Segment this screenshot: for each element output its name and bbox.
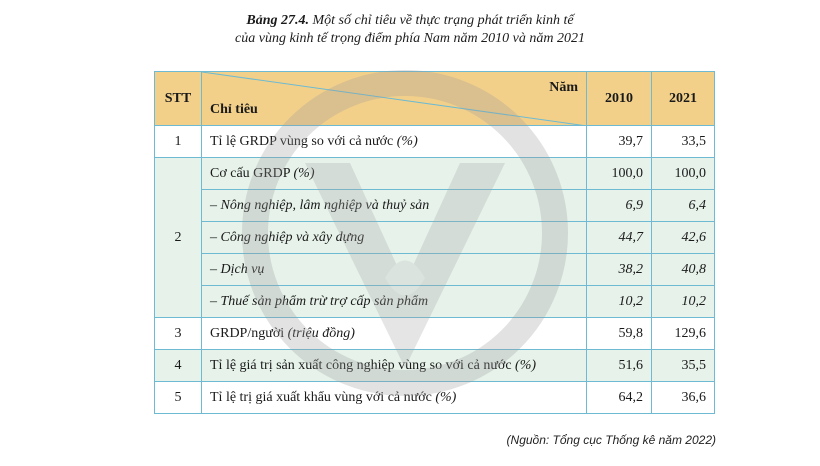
table-title: Một số chỉ tiêu về thực trạng phát triển kinh tế — [312, 13, 574, 28]
row-value-2021: 33,5 — [652, 126, 715, 158]
row-value-2010: 10,2 — [587, 286, 652, 318]
row-label: – Dịch vụ — [202, 254, 587, 286]
table-caption-line1 — [0, 12, 820, 30]
header-2021: 2021 — [652, 72, 715, 126]
header-indicator: Chỉ tiêu — [210, 102, 258, 117]
row-label: Tỉ lệ GRDP vùng so với cả nước (%) — [202, 126, 587, 158]
row-value-2021: 36,6 — [652, 382, 715, 414]
row-value-2021: 100,0 — [652, 158, 715, 190]
row-label: Tỉ lệ trị giá xuất khẩu vùng với cả nước (%) — [202, 382, 587, 414]
header-2010: 2010 — [587, 72, 652, 126]
header-stt: STT — [155, 72, 202, 126]
row-stt: 5 — [155, 382, 202, 414]
row-label: GRDP/người (triệu đồng) — [202, 318, 587, 350]
row-label: Tỉ lệ giá trị sản xuất công nghiệp vùng so với cả nước (%) — [202, 350, 587, 382]
row-stt: 3 — [155, 318, 202, 350]
row-value-2021: 42,6 — [652, 222, 715, 254]
row-value-2010: 38,2 — [587, 254, 652, 286]
row-label: – Thuế sản phẩm trừ trợ cấp sản phẩm — [202, 286, 587, 318]
row-value-2021: 129,6 — [652, 318, 715, 350]
row-value-2021: 6,4 — [652, 190, 715, 222]
row-label: – Công nghiệp và xây dựng — [202, 222, 587, 254]
table-label: Bảng 27.4. — [246, 13, 309, 28]
row-value-2010: 39,7 — [587, 126, 652, 158]
row-value-2021: 40,8 — [652, 254, 715, 286]
row-value-2021: 10,2 — [652, 286, 715, 318]
source-note: (Nguồn: Tổng cục Thống kê năm 2022) — [506, 433, 716, 447]
row-stt: 4 — [155, 350, 202, 382]
row-label: – Nông nghiệp, lâm nghiệp và thuỷ sản — [202, 190, 587, 222]
row-label: Cơ cấu GRDP (%) — [202, 158, 587, 190]
row-value-2010: 51,6 — [587, 350, 652, 382]
table-caption-line2: của vùng kinh tế trọng điểm phía Nam năm 2010 và năm 2021 — [235, 31, 585, 46]
row-value-2010: 44,7 — [587, 222, 652, 254]
row-value-2010: 6,9 — [587, 190, 652, 222]
row-value-2010: 59,8 — [587, 318, 652, 350]
header-year: Năm — [549, 80, 578, 95]
circular-logo-watermark-icon — [235, 68, 575, 398]
row-value-2010: 64,2 — [587, 382, 652, 414]
row-value-2021: 35,5 — [652, 350, 715, 382]
row-stt: 1 — [155, 126, 202, 158]
row-stt: 2 — [155, 158, 202, 318]
row-value-2010: 100,0 — [587, 158, 652, 190]
